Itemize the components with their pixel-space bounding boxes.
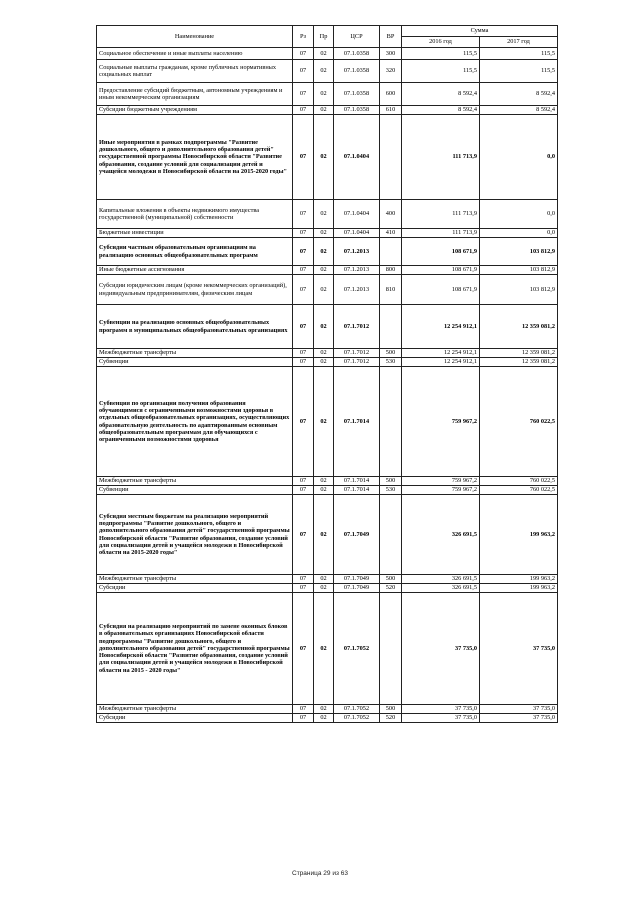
row-value-2016: 759 967,2 (402, 486, 480, 495)
table-row (97, 200, 558, 229)
row-vr: 520 (380, 714, 402, 723)
row-pr: 02 (314, 115, 334, 200)
row-rz: 07 (293, 349, 314, 358)
row-csr: 07.1.7049 (334, 584, 380, 593)
row-name: Субсидии бюджетным учреждениям (97, 106, 293, 115)
row-name: Субвенции (97, 358, 293, 367)
table-row (97, 584, 558, 593)
row-value-2017: 37 735,0 (480, 705, 558, 714)
row-rz: 07 (293, 60, 314, 83)
row-pr: 02 (314, 200, 334, 229)
table-row (97, 229, 558, 238)
table-row (97, 495, 558, 575)
row-value-2016: 326 691,5 (402, 584, 480, 593)
row-vr (380, 367, 402, 477)
row-csr: 07.1.2013 (334, 266, 380, 275)
row-csr: 07.1.0358 (334, 60, 380, 83)
row-name: Субсидии частным образовательным организациям на реализацию основных общеобразовательных программ (97, 238, 293, 266)
row-name: Субсидии (97, 714, 293, 723)
table-row (97, 477, 558, 486)
row-csr: 07.1.0358 (334, 106, 380, 115)
header-year-2017: 2017 год (480, 37, 558, 48)
row-pr: 02 (314, 106, 334, 115)
row-value-2017: 37 735,0 (480, 714, 558, 723)
header-pr: Пр (314, 26, 334, 48)
row-value-2016: 108 671,9 (402, 275, 480, 305)
row-csr: 07.1.0404 (334, 200, 380, 229)
row-vr: 810 (380, 275, 402, 305)
row-csr: 07.1.7012 (334, 349, 380, 358)
table-row (97, 593, 558, 705)
row-value-2017: 760 022,5 (480, 486, 558, 495)
row-pr: 02 (314, 48, 334, 60)
row-value-2016: 326 691,5 (402, 575, 480, 584)
row-rz: 07 (293, 83, 314, 106)
table-body (97, 48, 558, 723)
row-pr: 02 (314, 349, 334, 358)
header-csr: ЦСР (334, 26, 380, 48)
row-value-2016: 115,5 (402, 60, 480, 83)
header-vr: ВР (380, 26, 402, 48)
row-pr: 02 (314, 229, 334, 238)
row-name: Социальные выплаты гражданам, кроме публичных нормативных социальных выплат (97, 60, 293, 83)
row-rz: 07 (293, 358, 314, 367)
row-vr: 530 (380, 486, 402, 495)
row-csr: 07.1.7012 (334, 305, 380, 349)
table-row (97, 266, 558, 275)
row-pr: 02 (314, 305, 334, 349)
row-name: Межбюджетные трансферты (97, 575, 293, 584)
row-pr: 02 (314, 60, 334, 83)
row-pr: 02 (314, 714, 334, 723)
row-value-2017: 103 812,9 (480, 275, 558, 305)
row-csr: 07.1.7052 (334, 705, 380, 714)
budget-table (96, 25, 558, 723)
row-pr: 02 (314, 486, 334, 495)
row-pr: 02 (314, 705, 334, 714)
table-row (97, 349, 558, 358)
row-csr: 07.1.7049 (334, 575, 380, 584)
row-rz: 07 (293, 229, 314, 238)
table-row (97, 305, 558, 349)
row-vr: 300 (380, 48, 402, 60)
row-rz: 07 (293, 106, 314, 115)
row-name: Субсидии юридическим лицам (кроме некоммерческих организаций), индивидуальным предпринимателям, физическим лицам (97, 275, 293, 305)
row-vr (380, 495, 402, 575)
table-row (97, 367, 558, 477)
row-csr: 07.1.7014 (334, 367, 380, 477)
row-rz: 07 (293, 275, 314, 305)
row-value-2016: 111 713,9 (402, 115, 480, 200)
row-name: Субсидия местным бюджетам на реализацию мероприятий подпрограммы "Развитие дошкольного, общего и дополнительного образования детей" государственной программы Новосибирской области "Развитие образования, создание условий для социализации детей и учащейся молодежи в Новосибирской области на 2015-2020 годы" (97, 495, 293, 575)
row-rz: 07 (293, 266, 314, 275)
row-rz: 07 (293, 48, 314, 60)
row-rz: 07 (293, 238, 314, 266)
row-rz: 07 (293, 714, 314, 723)
row-value-2016: 8 592,4 (402, 83, 480, 106)
page-footer: Страница 29 из 63 (292, 870, 348, 877)
row-name: Межбюджетные трансферты (97, 705, 293, 714)
row-name: Иные бюджетные ассигнования (97, 266, 293, 275)
row-pr: 02 (314, 593, 334, 705)
row-vr: 400 (380, 200, 402, 229)
budget-page (96, 25, 557, 723)
row-vr: 500 (380, 477, 402, 486)
row-name: Субвенции (97, 486, 293, 495)
row-value-2017: 12 359 081,2 (480, 349, 558, 358)
row-vr: 500 (380, 575, 402, 584)
row-pr: 02 (314, 495, 334, 575)
row-rz: 07 (293, 584, 314, 593)
row-rz: 07 (293, 705, 314, 714)
row-vr: 610 (380, 106, 402, 115)
row-value-2017: 0,0 (480, 115, 558, 200)
row-rz: 07 (293, 477, 314, 486)
row-value-2017: 37 735,0 (480, 593, 558, 705)
row-value-2016: 759 967,2 (402, 477, 480, 486)
table-row (97, 106, 558, 115)
table-row (97, 83, 558, 106)
row-vr (380, 115, 402, 200)
row-csr: 07.1.2013 (334, 275, 380, 305)
row-pr: 02 (314, 367, 334, 477)
row-csr: 07.1.7012 (334, 358, 380, 367)
row-name: Социальное обеспечение и иные выплаты населению (97, 48, 293, 60)
row-pr: 02 (314, 575, 334, 584)
row-pr: 02 (314, 477, 334, 486)
row-value-2016: 37 735,0 (402, 593, 480, 705)
row-value-2017: 103 812,9 (480, 266, 558, 275)
row-name: Межбюджетные трансферты (97, 477, 293, 486)
row-rz: 07 (293, 200, 314, 229)
row-name: Межбюджетные трансферты (97, 349, 293, 358)
row-csr: 07.1.7049 (334, 495, 380, 575)
row-value-2017: 0,0 (480, 200, 558, 229)
table-row (97, 115, 558, 200)
row-name: Субвенция по организации получения образования обучающимися с ограниченными возможностями здоровья в отдельных общеобразовательных организациях, осуществляющих образовательную деятельность по адаптированным основным общеобразовательным программам для обучающихся с ограниченными возможностями здоровья (97, 367, 293, 477)
row-value-2017: 12 359 081,2 (480, 305, 558, 349)
row-rz: 07 (293, 575, 314, 584)
header-name: Наименование (97, 26, 293, 48)
row-value-2016: 12 254 912,1 (402, 349, 480, 358)
row-name: Субсидии (97, 584, 293, 593)
row-rz: 07 (293, 486, 314, 495)
row-vr: 520 (380, 584, 402, 593)
row-name: Субсидия на реализацию мероприятий по замене оконных блоков в образовательных организациях Новосибирской области подпрограммы "Развитие дошкольного, общего и дополнительного образования детей" государственной программы Новосибирской области "Развитие образования, создание условий для социализации детей и учащейся молодежи в Новосибирской области на 2015 - 2020 годы" (97, 593, 293, 705)
row-pr: 02 (314, 266, 334, 275)
row-rz: 07 (293, 593, 314, 705)
row-name: Бюджетные инвестиции (97, 229, 293, 238)
row-pr: 02 (314, 358, 334, 367)
table-row (97, 48, 558, 60)
header-sum: Сумма (402, 26, 558, 37)
row-csr: 07.1.7014 (334, 486, 380, 495)
row-csr: 07.1.0404 (334, 229, 380, 238)
row-value-2016: 111 713,9 (402, 200, 480, 229)
row-value-2017: 0,0 (480, 229, 558, 238)
row-name: Капитальные вложения в объекты недвижимого имущества государственной (муниципальной) собственности (97, 200, 293, 229)
row-name: Субвенции на реализацию основных общеобразовательных программ в муниципальных общеобразовательных организациях (97, 305, 293, 349)
table-row (97, 60, 558, 83)
row-value-2017: 199 963,2 (480, 575, 558, 584)
row-pr: 02 (314, 238, 334, 266)
row-vr: 600 (380, 83, 402, 106)
row-value-2017: 8 592,4 (480, 106, 558, 115)
row-rz: 07 (293, 495, 314, 575)
row-csr: 07.1.7014 (334, 477, 380, 486)
row-value-2017: 115,5 (480, 48, 558, 60)
table-row (97, 714, 558, 723)
table-row (97, 238, 558, 266)
header-rz: Рз (293, 26, 314, 48)
row-csr: 07.1.2013 (334, 238, 380, 266)
row-vr: 410 (380, 229, 402, 238)
table-row (97, 275, 558, 305)
row-value-2016: 12 254 912,1 (402, 358, 480, 367)
row-value-2017: 12 359 081,2 (480, 358, 558, 367)
row-vr: 500 (380, 349, 402, 358)
row-value-2016: 115,5 (402, 48, 480, 60)
header-year-2016: 2016 год (402, 37, 480, 48)
row-csr: 07.1.0404 (334, 115, 380, 200)
row-vr: 500 (380, 705, 402, 714)
row-value-2016: 8 592,4 (402, 106, 480, 115)
row-rz: 07 (293, 367, 314, 477)
row-vr: 320 (380, 60, 402, 83)
row-value-2016: 111 713,9 (402, 229, 480, 238)
row-value-2016: 108 671,9 (402, 238, 480, 266)
row-value-2017: 199 963,2 (480, 584, 558, 593)
table-row (97, 575, 558, 584)
row-value-2016: 326 691,5 (402, 495, 480, 575)
row-value-2017: 8 592,4 (480, 83, 558, 106)
row-pr: 02 (314, 83, 334, 106)
table-row (97, 705, 558, 714)
row-name: Предоставление субсидий бюджетным, автономным учреждениям и иным некоммерческим организациям (97, 83, 293, 106)
row-value-2016: 759 967,2 (402, 367, 480, 477)
row-value-2016: 12 254 912,1 (402, 305, 480, 349)
row-value-2017: 760 022,5 (480, 477, 558, 486)
row-vr (380, 593, 402, 705)
row-value-2016: 108 671,9 (402, 266, 480, 275)
row-csr: 07.1.7052 (334, 714, 380, 723)
row-value-2017: 103 812,9 (480, 238, 558, 266)
row-name: Иные мероприятия в рамках подпрограммы "Развитие дошкольного, общего и дополнительного образования детей" государственной программы Новосибирской области "Развитие образования, создание условий для социализации детей и учащейся молодежи в Новосибирской области на 2015-2020 годы" (97, 115, 293, 200)
row-vr (380, 305, 402, 349)
row-csr: 07.1.0358 (334, 83, 380, 106)
row-pr: 02 (314, 584, 334, 593)
row-value-2017: 760 022,5 (480, 367, 558, 477)
table-row (97, 358, 558, 367)
row-value-2017: 115,5 (480, 60, 558, 83)
row-vr: 530 (380, 358, 402, 367)
row-vr: 800 (380, 266, 402, 275)
row-pr: 02 (314, 275, 334, 305)
row-value-2016: 37 735,0 (402, 714, 480, 723)
row-rz: 07 (293, 305, 314, 349)
row-rz: 07 (293, 115, 314, 200)
row-value-2016: 37 735,0 (402, 705, 480, 714)
row-vr (380, 238, 402, 266)
row-csr: 07.1.0358 (334, 48, 380, 60)
table-row (97, 486, 558, 495)
table-header (97, 26, 558, 48)
row-value-2017: 199 963,2 (480, 495, 558, 575)
row-csr: 07.1.7052 (334, 593, 380, 705)
